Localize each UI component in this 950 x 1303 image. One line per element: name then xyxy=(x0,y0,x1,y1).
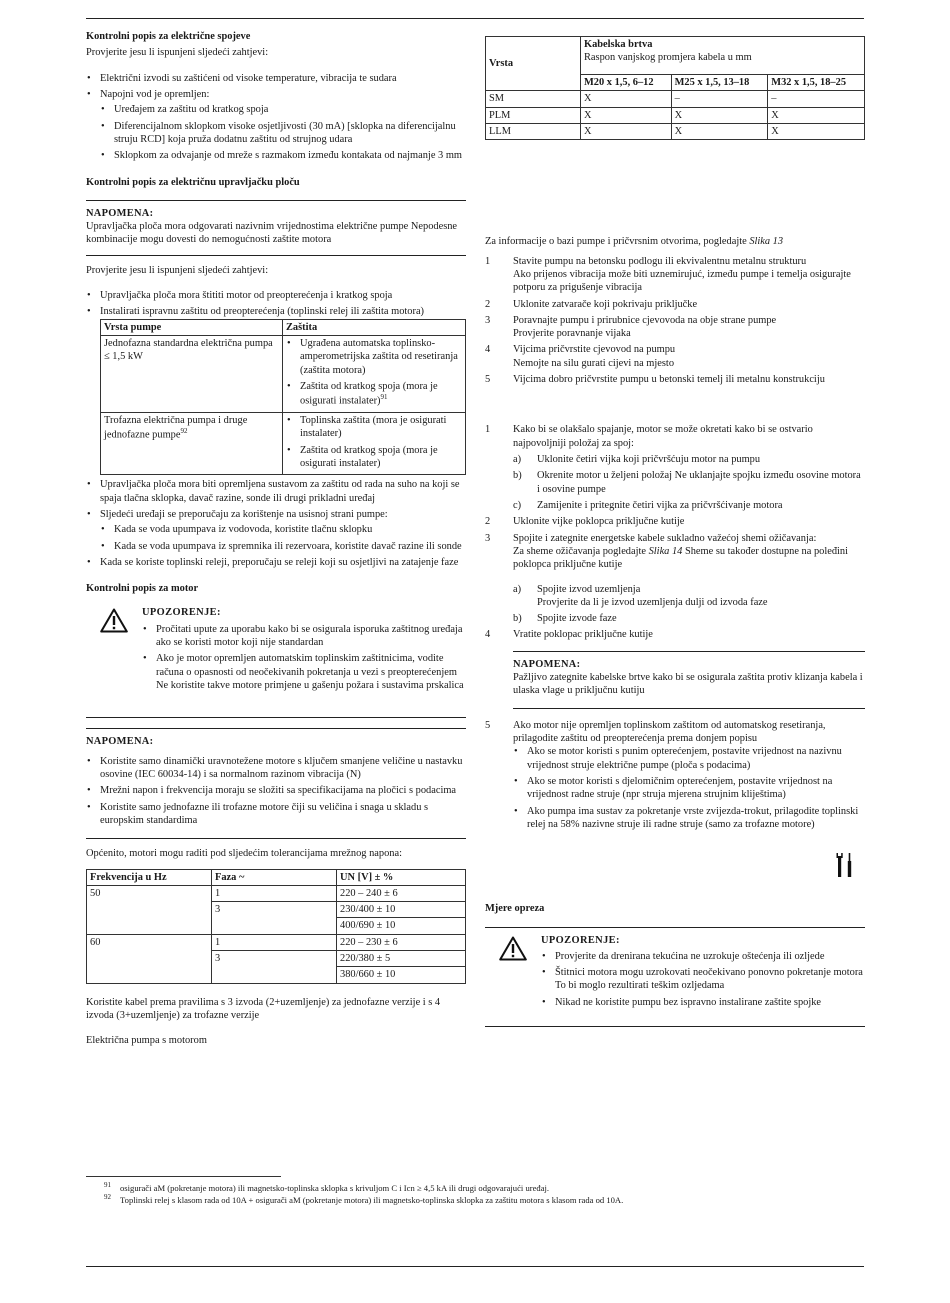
table-cell: 50 xyxy=(87,885,212,934)
table-header: Faza ~ xyxy=(212,869,337,885)
table-cell: 230/400 ± 10 xyxy=(337,902,466,918)
warning-title: UPOZORENJE: xyxy=(142,607,221,619)
figure-ref: Slika 13 xyxy=(749,236,784,248)
panel-list-2 xyxy=(86,478,466,569)
base-intro: Za informacije o bazi pumpe i pričvrsnim otvorima, pogledajte Slika 13 xyxy=(485,236,784,248)
list-item: • Ako se motor koristi s punim opterećenjem, postavite vrijednost na nazivnu vrijednost struje električne pumpe (ploča s podacima) xyxy=(513,745,865,772)
list-item: • Upravljačka ploča mora štititi motor od preopterećenja i kratkog spoja xyxy=(86,289,466,302)
table-header: Vrsta pumpe xyxy=(101,319,283,335)
list-item: 1 Kako bi se olakšalo spajanje, motor se može okretati kako bi se ostvario najpovoljniji položaj za spoj: a) Uklonite četiri vijka koji pričvršćuju motor na pumpu b) Okrenite motor u željeni položaj Ne uklanjajte spojku između osovine motora i osovine pumpe c) Zamijenite i pritegnite četiri vijka za pričvršćivanje motora xyxy=(485,423,865,512)
list-item: 1 Stavite pumpu na betonsku podlogu ili ekvivalentnu metalnu strukturu Ako prijenos vibracija može biti uznemirujuć, između pumpe i temelja osigurajte potporu za prigušenje vibracija xyxy=(485,255,851,294)
warning-box xyxy=(485,927,865,1028)
list-item: • Zaštita od kratkog spoja (mora je osigurati instalater)$^{91}$ xyxy=(286,380,462,408)
list-item: 2 Uklonite zatvarače koji pokrivaju priključke xyxy=(485,298,698,310)
protection-table xyxy=(100,319,466,476)
table-row: LLM X X X xyxy=(486,123,865,139)
list-item: • Ako je motor opremljen automatskim toplinskim zaštitnicima, vodite računa o opasnosti od neočekivanih pokretanja u vezi s preopterećenjem Ne koristite takve motore primjene u gašenju požara i sustavima prskalica xyxy=(142,652,466,692)
table-header: M20 x 1,5, 6–12 xyxy=(581,75,672,91)
top-rule xyxy=(86,18,864,19)
warning-triangle-icon xyxy=(86,606,142,709)
list-item: • Sljedeći uređaji se preporučaju za korištenje na usisnoj strani pumpe: • Kada se voda upumpava iz vodovoda, koristite tlačnu sklopku • Kada se voda upumpava iz spremnika ili rezervoara, koristite davač razine ili sonde xyxy=(86,508,466,553)
list-item: 5 Ako motor nije opremljen toplinskom zaštitom od automatskog resetiranja, prilagodite zaštitu od preopterećenja prema donjem popisu • Ako se motor koristi s punim opterećenjem, postavite vrijednost na nazivnu vrijednost struje električne pumpe (ploča s podacima) • Ako se motor koristi s djelomičnim opterećenjem, postavite vrijednost na vrijednost radne struje (npr struja mjerena strujnim kliještima) • Ako pumpa ima sustav za pokretanje vrste zvijezda-trokut, prilagodite toplinski relej na 58% nazivne struje ili radne struje (samo za trofazne motore) xyxy=(485,719,865,832)
tolerance-table xyxy=(86,869,466,984)
list-item: • Ako pumpa ima sustav za pokretanje vrste zvijezda-trokut, prilagodite toplinski relej na 58% nazivne struje ili radne struje (samo za trofazne motore) xyxy=(513,805,865,832)
note-box xyxy=(513,651,865,709)
table-header: Zaštita xyxy=(283,319,466,335)
table-cell: 220/380 ± 5 xyxy=(337,951,466,967)
table-cell: 400/690 ± 10 xyxy=(337,918,466,934)
list-item: • Napojni vod je opremljen: • Uređajem za zaštitu od kratkog spoja • Diferencijalnom sklopkom visoke osjetljivosti (30 mA) [sklopka na diferencijalnu struju RCD] koja pruža dodatnu zaštitu od strujnog udara • Sklopkom za odvajanje od mreže s razmakom između kontakata od najmanje 3 mm xyxy=(86,88,466,163)
table-header: M25 x 1,5, 13–18 xyxy=(671,75,768,91)
table-row: PLM X X X xyxy=(486,107,865,123)
table-header: M32 x 1,5, 18–25 xyxy=(768,75,865,91)
note-text: Upravljačka ploča mora odgovarati nazivnim vrijednostima električne pumpe Nepodesne kombinacije mogu dovesti do nemogućnosti zaštite motora xyxy=(86,221,458,246)
pump-motor-text: Električna pumpa s motorom xyxy=(86,1035,207,1047)
warning-triangle-icon xyxy=(485,934,541,1019)
list-item: b) Okrenite motor u željeni položaj Ne uklanjajte spojku između osovine motora i osovine pumpe xyxy=(513,470,861,495)
tolerance-intro: Općenito, motori mogu raditi pod sljedećim tolerancijama mrežnog napona: xyxy=(86,848,402,860)
list-item: 4 Vratite poklopac priključne kutije xyxy=(485,629,653,641)
list-item: • Mrežni napon i frekvencija moraju se složiti sa specifikacijama na pločici s podacima xyxy=(86,784,466,797)
list-item: 3 Spojite i zategnite energetske kabele sukladno važećoj shemi ožičavanja: Za sheme ožičavanja pogledajte Slika 14 Sheme su također dostupne na poleđini poklopca priključne kutije a) Spojite izvod uzemljenja Provjerite da li je izvod uzemljenja dulji od izvoda faze b) Spojite izvode faze xyxy=(485,532,865,626)
installation-steps xyxy=(485,255,865,387)
footnote-ref: 91 xyxy=(380,393,388,402)
list-item: • Koristite samo dinamički uravnotežene motore s ključem smanjene veličine u nastavku osovine (IEC 60034-14) i sa normalnom razinom vibracija (N) xyxy=(86,755,466,782)
bottom-rule xyxy=(86,1266,864,1267)
note-title: NAPOMENA: xyxy=(513,658,581,670)
table-row xyxy=(87,885,466,901)
footnote: 92 Toplinski relej s klasom rada od 10A + osigurači aM (pokretanje motora) ili magnetsko-toplinska sklopka za zaštitu motora s klasom rada od 10A. xyxy=(104,1193,624,1205)
motor-checklist-heading: Kontrolni popis za motor xyxy=(86,583,199,595)
list-item: • Ugrađena automatska toplinsko-amperometrijska zaštita od resetiranja (zaštita motora) xyxy=(286,337,462,377)
list-item: 3 Poravnajte pumpu i prirubnice cjevovoda na obje strane pumpe Provjerite poravnanje vijaka xyxy=(485,314,777,340)
table-cell: 380/660 ± 10 xyxy=(337,967,466,983)
list-item: • Štitnici motora mogu uzrokovati neočekivano ponovno pokretanje motora To bi moglo rezultirati teškim ozljedama xyxy=(541,966,865,993)
list-item: b) Spojite izvode faze xyxy=(513,613,617,625)
table-header: Vrsta xyxy=(486,37,581,91)
table-row xyxy=(101,336,466,413)
figure-ref: Slika 14 xyxy=(648,545,683,557)
list-item: 4 Vijcima pričvrstite cjevovod na pumpu Nemojte na silu gurati cijevi na mjesto xyxy=(485,344,676,369)
cable-gland-table xyxy=(485,36,865,140)
table-cell: 3 xyxy=(212,902,337,935)
table-header: Raspon vanjskog promjera kabela u mm xyxy=(584,52,752,64)
footnote: 91 osigurači aM (pokretanje motora) ili magnetsko-toplinska sklopka s krivuljom C i Icn ≥ 4,5 kA ili drugi odgovarajući uređaj. xyxy=(104,1181,550,1193)
table-cell: Trofazna električna pumpa i druge jednofazne pumpe xyxy=(104,415,248,441)
warning-box xyxy=(86,604,466,718)
table-row: SM X – – xyxy=(486,91,865,107)
table-cell: Jednofazna standardna električna pumpa ≤ 1,5 kW xyxy=(101,336,283,413)
right-column xyxy=(485,30,865,1027)
list-item: • Nikad ne koristite pumpu bez ispravno instalirane zaštite spojke xyxy=(541,996,865,1009)
electrical-intro: Provjerite jesu li ispunjeni sljedeći zahtjevi: xyxy=(86,47,269,59)
tools-icon xyxy=(835,852,855,882)
table-cell: 3 xyxy=(212,951,337,984)
note-title: NAPOMENA: xyxy=(86,207,154,219)
cable-text: Koristite kabel prema pravilima s 3 izvoda (2+uzemljenje) za jednofazne verzije i s 4 izvoda (3+uzemljenje) za trofazne verzije xyxy=(86,996,441,1022)
list-item: • Sklopkom za odvajanje od mreže s razmakom između kontakata od najmanje 3 mm xyxy=(100,149,466,162)
list-item: • Kada se koriste toplinski releji, preporučaju se releji koji su osjetljivi na zatajenje faze xyxy=(86,556,466,569)
list-item: • Upravljačka ploča mora biti opremljena sustavom za zaštitu od rada na suho na koji se spaja tlačna sklopka, davač razine, sonde ili drugi prikladni uređaj xyxy=(86,478,466,505)
warning-title: UPOZORENJE: xyxy=(541,934,620,946)
note-text: Pažljivo zategnite kabelske brtve kako bi se osigurala zaštita protiv klizanja kabela i ulaska vlage u priključnu kutiju xyxy=(513,672,863,697)
table-cell: 220 – 240 ± 6 xyxy=(337,885,466,901)
table-cell: 60 xyxy=(87,934,212,983)
list-item: • Uređajem za zaštitu od kratkog spoja xyxy=(100,103,466,116)
note-box xyxy=(86,728,466,839)
list-item: a) Spojite izvod uzemljenja Provjerite da li je izvod uzemljenja dulji od izvoda faze xyxy=(513,583,768,608)
list-item: 2 Uklonite vijke poklopca priključne kutije xyxy=(485,516,685,528)
list-item: • Diferencijalnom sklopkom visoke osjetljivosti (30 mA) [sklopka na diferencijalnu struju RCD] koja pruža dodatnu zaštitu od strujnog udara xyxy=(100,120,466,147)
note-title: NAPOMENA: xyxy=(86,736,154,748)
table-cell: 220 – 230 ± 6 xyxy=(337,934,466,950)
list-item: 5 Vijcima dobro pričvrstite pumpu u betonski temelj ili metalnu konstrukciju xyxy=(485,374,825,386)
left-column xyxy=(86,30,466,1048)
panel-intro: Provjerite jesu li ispunjeni sljedeći zahtjevi: xyxy=(86,264,269,276)
table-header: Frekvencija u Hz xyxy=(87,869,212,885)
list-item: • Provjerite da drenirana tekućina ne uzrokuje oštećenja ili ozljede xyxy=(541,950,865,963)
table-row xyxy=(101,413,466,475)
panel-checklist-heading: Kontrolni popis za električnu upravljačku ploču xyxy=(86,176,300,188)
list-item: • Instalirati ispravnu zaštitu od preopterećenja (toplinski relej ili zaštita motora) xyxy=(86,305,466,318)
list-item: • Kada se voda upumpava iz spremnika ili rezervoara, koristite davač razine ili sonde xyxy=(100,540,466,553)
list-item: c) Zamijenite i pritegnite četiri vijka za pričvršćivanje motora xyxy=(513,499,783,511)
wiring-steps xyxy=(485,423,865,641)
list-item: • Pročitati upute za uporabu kako bi se osigurala isporuka zaštitnog uređaja ako se koristi motor koji nije standardan xyxy=(142,623,466,650)
footnote-ref: 92 xyxy=(180,427,188,436)
table-row xyxy=(87,934,466,950)
table-cell: 1 xyxy=(212,885,337,901)
electrical-checklist-heading: Kontrolni popis za električne spojeve xyxy=(86,31,251,42)
table-header: Kabelska brtva xyxy=(584,39,653,50)
table-cell: 1 xyxy=(212,934,337,950)
list-item: • Toplinska zaštita (mora je osigurati instalater) xyxy=(286,414,462,441)
electrical-list xyxy=(86,72,466,163)
panel-list xyxy=(86,289,466,319)
list-item: a) Uklonite četiri vijka koji pričvršćuju motor na pumpu xyxy=(513,454,761,465)
list-item: • Ako se motor koristi s djelomičnim opterećenjem, postavite vrijednost na vrijednost radne struje (npr struja mjerena strujnim kliještima) xyxy=(513,775,865,802)
list-item: • Električni izvodi su zaštićeni od visoke temperature, vibracija te sudara xyxy=(86,72,466,85)
table-header: UN [V] ± % xyxy=(337,869,466,885)
cautions-heading: Mjere opreza xyxy=(485,903,545,915)
footnotes xyxy=(86,1176,866,1207)
list-item: • Koristite samo jednofazne ili trofazne motore čiji su veličina i snaga u skladu s europskim standardima xyxy=(86,801,466,828)
note-box xyxy=(86,200,466,256)
list-item: • Kada se voda upumpava iz vodovoda, koristite tlačnu sklopku xyxy=(100,523,466,536)
list-item: • Zaštita od kratkog spoja (mora je osigurati instalater) xyxy=(286,444,462,471)
